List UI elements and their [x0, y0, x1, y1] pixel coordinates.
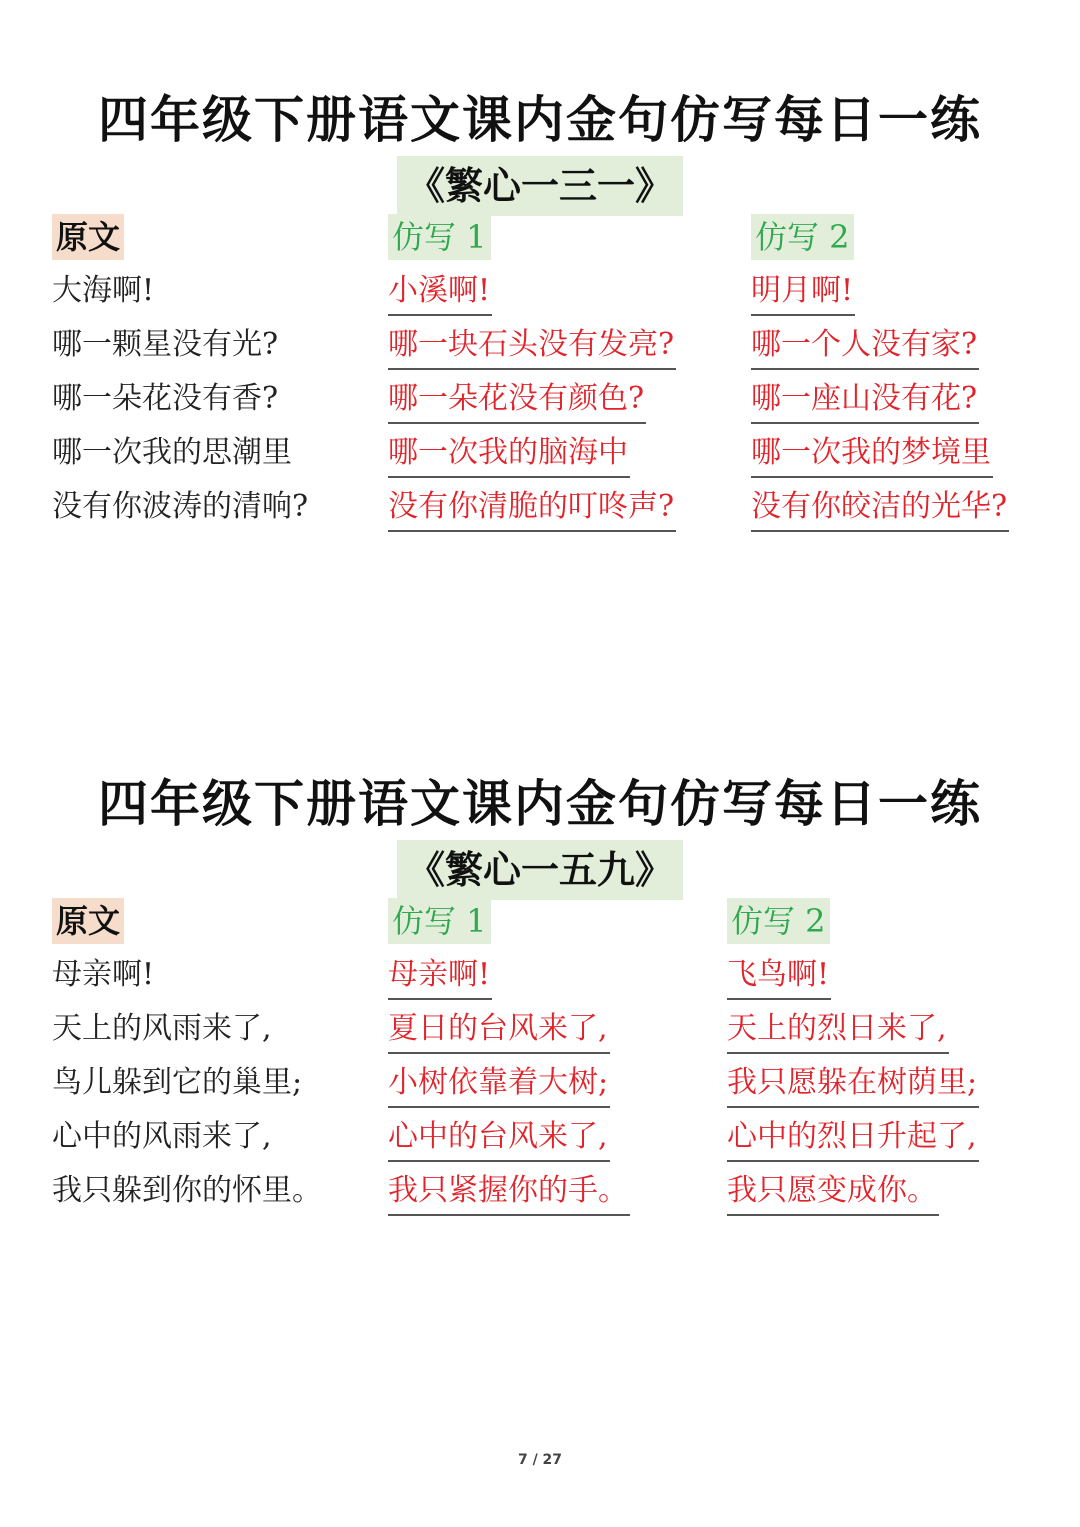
imitation-line: 我只愿变成你。 — [727, 1168, 939, 1216]
page-title: 四年级下册语文课内金句仿写每日一练 — [98, 91, 982, 149]
original-line: 哪一朵花没有香? — [52, 381, 279, 416]
original-line: 天上的风雨来了, — [52, 1011, 272, 1046]
original-column — [52, 214, 308, 538]
original-line: 哪一颗星没有光? — [52, 327, 279, 362]
original-line: 哪一次我的思潮里 — [52, 435, 292, 470]
imitation-1-header: 仿写 1 — [388, 898, 491, 944]
exercise-section-2 — [0, 772, 1080, 1242]
imitation-2-header: 仿写 2 — [727, 898, 830, 944]
imitation-line: 哪一个人没有家? — [751, 322, 979, 370]
imitation-line: 母亲啊! — [388, 952, 492, 1000]
imitation-1-column — [388, 214, 676, 538]
original-line: 鸟儿躲到它的巢里; — [52, 1065, 303, 1100]
imitation-line: 哪一次我的脑海中 — [388, 430, 630, 478]
imitation-1-column — [388, 898, 630, 1222]
imitation-line: 心中的台风来了, — [388, 1114, 610, 1162]
original-line: 大海啊! — [52, 273, 155, 308]
original-line: 母亲啊! — [52, 957, 155, 992]
imitation-2-column — [727, 898, 979, 1222]
original-header: 原文 — [52, 898, 124, 944]
imitation-line: 小树依靠着大树; — [388, 1060, 610, 1108]
imitation-line: 哪一块石头没有发亮? — [388, 322, 676, 370]
imitation-line: 飞鸟啊! — [727, 952, 831, 1000]
page-indicator: 7 / 27 — [517, 1452, 563, 1468]
imitation-line: 夏日的台风来了, — [388, 1006, 610, 1054]
imitation-line: 哪一次我的梦境里 — [751, 430, 993, 478]
imitation-line: 哪一座山没有花? — [751, 376, 979, 424]
exercise-section-1 — [0, 88, 1080, 558]
page-title: 四年级下册语文课内金句仿写每日一练 — [98, 775, 982, 833]
imitation-line: 明月啊! — [751, 268, 855, 316]
original-line: 没有你波涛的清响? — [52, 489, 309, 524]
imitation-line: 我只紧握你的手。 — [388, 1168, 630, 1216]
poem-subtitle: 《繁心一三一》 — [397, 156, 683, 216]
poem-subtitle: 《繁心一五九》 — [397, 840, 683, 900]
original-line: 我只躲到你的怀里。 — [52, 1173, 322, 1208]
original-column — [52, 898, 322, 1222]
imitation-line: 天上的烈日来了, — [727, 1006, 949, 1054]
original-line: 心中的风雨来了, — [52, 1119, 272, 1154]
imitation-2-header: 仿写 2 — [751, 214, 854, 260]
original-header: 原文 — [52, 214, 124, 260]
imitation-line: 小溪啊! — [388, 268, 492, 316]
imitation-line: 没有你皎洁的光华? — [751, 484, 1009, 532]
imitation-1-header: 仿写 1 — [388, 214, 491, 260]
imitation-line: 心中的烈日升起了, — [727, 1114, 979, 1162]
imitation-line: 哪一朵花没有颜色? — [388, 376, 646, 424]
imitation-line: 没有你清脆的叮咚声? — [388, 484, 676, 532]
imitation-line: 我只愿躲在树荫里; — [727, 1060, 979, 1108]
imitation-2-column — [751, 214, 1009, 538]
